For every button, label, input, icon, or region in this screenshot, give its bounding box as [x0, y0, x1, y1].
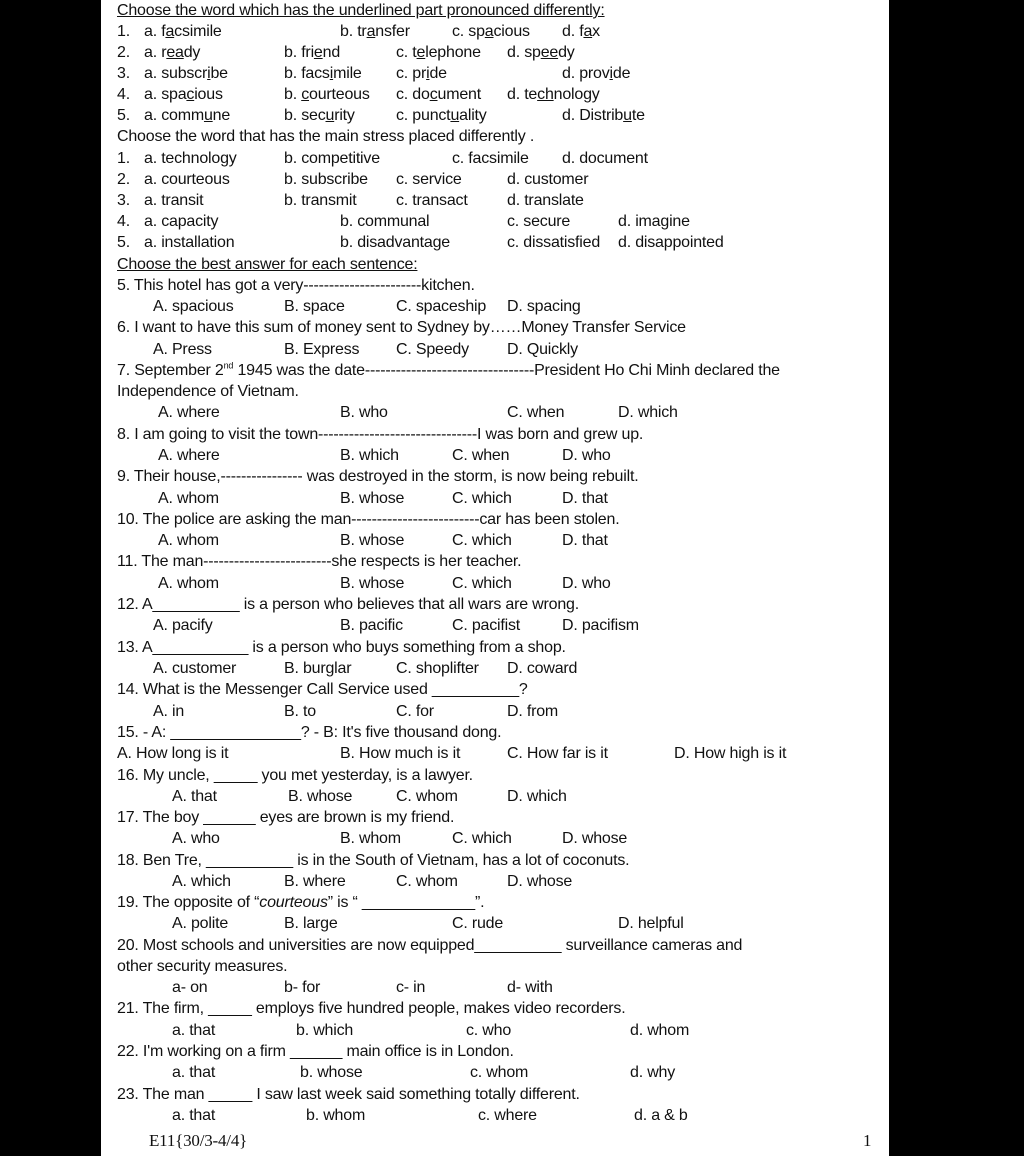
option-d: d. customer [507, 171, 589, 188]
option-b: B. where [284, 873, 346, 890]
option-c: c. spacious [452, 23, 530, 40]
question-19-stem: 19. The opposite of “courteous” is “ _____________”. [117, 894, 485, 911]
option-b: b. transfer [340, 23, 410, 40]
section-heading-best-answer: Choose the best answer for each sentence: [117, 256, 418, 273]
option-d: d. translate [507, 192, 584, 209]
answer-blank[interactable]: _____ [213, 767, 258, 784]
option-b: B. large [284, 915, 338, 932]
question-13-stem: 13. A___________ is a person who buys something from a shop. [117, 639, 566, 656]
answer-blank[interactable]: _____ [208, 1000, 252, 1017]
answer-blank[interactable]: _____ [208, 1086, 253, 1103]
question-21-stem: 21. The firm, _____ employs five hundred people, makes video recorders. [117, 1000, 626, 1017]
option-a: a. transit [144, 192, 204, 209]
question-15-stem: 15. - A: _______________? - B: It's five thousand dong. [117, 724, 502, 741]
option-a: A. spacious [153, 298, 234, 315]
answer-blank[interactable]: ___________ [152, 639, 249, 656]
question-23-stem: 23. The man _____ I saw last week said something totally different. [117, 1086, 580, 1103]
option-d: D. coward [507, 660, 578, 677]
answer-blank[interactable]: __________ [152, 596, 240, 613]
option-d: D. that [562, 490, 608, 507]
option-a: a. courteous [144, 171, 230, 188]
option-a: a. capacity [144, 213, 219, 230]
answer-blank[interactable]: __________ [474, 937, 562, 954]
option-b: b. whom [306, 1107, 366, 1124]
option-b: B. Express [284, 341, 360, 358]
option-c: C. spaceship [396, 298, 487, 315]
option-a: a. installation [144, 234, 235, 251]
question-8-stem: 8. I am going to visit the town-------------------------------I was born and grew up. [117, 426, 644, 443]
option-d: D. who [562, 447, 611, 464]
option-a: a- on [172, 979, 208, 996]
option-c: C. which [452, 532, 512, 549]
option-b: b. facsimile [284, 65, 362, 82]
option-b: B. whose [340, 532, 405, 549]
option-b: B. to [284, 703, 316, 720]
question-22-stem: 22. I'm working on a firm ______ main office is in London. [117, 1043, 514, 1060]
option-a: A. pacify [153, 617, 213, 634]
option-d: d. whom [630, 1022, 690, 1039]
answer-blank[interactable]: __________ [206, 852, 294, 869]
option-b: b. friend [284, 44, 341, 61]
option-a: A. whom [158, 532, 219, 549]
option-a: a. that [172, 1064, 216, 1081]
option-c: C. shoplifter [396, 660, 479, 677]
option-a: a. commune [144, 107, 231, 124]
answer-blank[interactable]: ______ [290, 1043, 343, 1060]
worksheet-page [101, 0, 889, 1156]
option-d: D. which [618, 404, 678, 421]
option-d: D. from [507, 703, 559, 720]
option-a: a. facsimile [144, 23, 222, 40]
option-d: d- with [507, 979, 553, 996]
question-20-stem-cont: other security measures. [117, 958, 288, 975]
option-c: C. which [452, 490, 512, 507]
option-c: c. where [478, 1107, 537, 1124]
option-d: d. fax [562, 23, 600, 40]
answer-blank[interactable]: _____________ [361, 894, 475, 911]
option-c: c- in [396, 979, 426, 996]
option-b: B. whose [340, 575, 405, 592]
option-c: c. service [396, 171, 462, 188]
question-17-stem: 17. The boy ______ eyes are brown is my friend. [117, 809, 455, 826]
option-d: D. How high is it [674, 745, 787, 762]
item-number: 4. [117, 86, 130, 103]
option-d: D. pacifism [562, 617, 639, 634]
question-11-stem: 11. The man-------------------------she respects is her teacher. [117, 553, 522, 570]
option-d: D. whose [562, 830, 628, 847]
option-d: D. Quickly [507, 341, 578, 358]
question-14-stem: 14. What is the Messenger Call Service used __________? [117, 681, 528, 698]
question-12-stem: 12. A__________ is a person who believes that all wars are wrong. [117, 596, 579, 613]
option-b: B. How much is it [340, 745, 461, 762]
option-d: D. which [507, 788, 567, 805]
option-c: c. transact [396, 192, 468, 209]
item-number: 4. [117, 213, 130, 230]
item-number: 1. [117, 150, 130, 167]
option-c: c. facsimile [452, 150, 529, 167]
option-a: A. Press [153, 341, 212, 358]
option-c: c. secure [507, 213, 571, 230]
option-b: b. subscribe [284, 171, 368, 188]
question-6-stem: 6. I want to have this sum of money sent to Sydney by……Money Transfer Service [117, 319, 686, 336]
option-b: b. courteous [284, 86, 370, 103]
option-b: b- for [284, 979, 321, 996]
question-16-stem: 16. My uncle, _____ you met yesterday, is a lawyer. [117, 767, 473, 784]
option-c: C. whom [396, 873, 458, 890]
option-b: b. transmit [284, 192, 357, 209]
item-number: 2. [117, 44, 130, 61]
question-9-stem: 9. Their house,---------------- was destroyed in the storm, is now being rebuilt. [117, 468, 639, 485]
option-d: d. a & b [634, 1107, 688, 1124]
answer-blank[interactable]: __________ [431, 681, 519, 698]
question-18-stem: 18. Ben Tre, __________ is in the South of Vietnam, has a lot of coconuts. [117, 852, 630, 869]
question-5-stem: 5. This hotel has got a very-----------------------kitchen. [117, 277, 475, 294]
item-number: 2. [117, 171, 130, 188]
option-a: A. polite [172, 915, 229, 932]
item-number: 5. [117, 107, 130, 124]
option-d: d. provide [562, 65, 631, 82]
option-b: B. whom [340, 830, 401, 847]
option-a: a. that [172, 1022, 216, 1039]
option-a: A. which [172, 873, 231, 890]
option-c: C. when [507, 404, 565, 421]
option-d: d. disappointed [618, 234, 724, 251]
option-a: a. spacious [144, 86, 223, 103]
question-10-stem: 10. The police are asking the man-------------------------car has been stolen. [117, 511, 620, 528]
option-c: C. whom [396, 788, 458, 805]
option-c: c. pride [396, 65, 447, 82]
option-d: D. that [562, 532, 608, 549]
option-d: d. technology [507, 86, 600, 103]
page-number: 1 [863, 1131, 872, 1150]
option-a: A. customer [153, 660, 237, 677]
option-b: b. which [296, 1022, 354, 1039]
option-b: b. communal [340, 213, 430, 230]
option-c: c. whom [470, 1064, 529, 1081]
option-a: A. in [153, 703, 185, 720]
option-d: d. document [562, 150, 648, 167]
option-d: d. why [630, 1064, 676, 1081]
option-b: b. competitive [284, 150, 380, 167]
option-d: d. Distribute [562, 107, 645, 124]
section-heading-pronunciation: Choose the word which has the underlined part pronounced differently: [117, 2, 605, 19]
item-number: 3. [117, 65, 130, 82]
option-c: C. when [452, 447, 510, 464]
option-c: C. rude [452, 915, 504, 932]
option-a: a. subscribe [144, 65, 228, 82]
option-c: C. How far is it [507, 745, 608, 762]
option-c: C. pacifist [452, 617, 521, 634]
answer-blank[interactable]: ______ [203, 809, 256, 826]
item-number: 5. [117, 234, 130, 251]
option-c: c. punctuality [396, 107, 487, 124]
option-a: A. that [172, 788, 217, 805]
option-a: A. How long is it [117, 745, 229, 762]
option-b: B. whose [340, 490, 405, 507]
option-c: c. telephone [396, 44, 481, 61]
option-c: C. Speedy [396, 341, 469, 358]
answer-blank[interactable]: _______________ [170, 724, 301, 741]
footer-code: E11{30/3-4/4} [149, 1131, 248, 1150]
option-c: c. dissatisfied [507, 234, 601, 251]
option-d: D. who [562, 575, 611, 592]
option-b: B. whose [288, 788, 353, 805]
option-b: B. who [340, 404, 388, 421]
option-a: A. who [172, 830, 220, 847]
option-b: b. whose [300, 1064, 363, 1081]
option-a: A. whom [158, 490, 219, 507]
option-a: a. ready [144, 44, 201, 61]
option-a: a. technology [144, 150, 237, 167]
option-b: b. security [284, 107, 355, 124]
question-7-stem-cont: Independence of Vietnam. [117, 383, 299, 400]
option-c: C. which [452, 575, 512, 592]
item-number: 1. [117, 23, 130, 40]
option-b: b. disadvantage [340, 234, 450, 251]
option-a: A. where [158, 447, 220, 464]
question-20-stem: 20. Most schools and universities are now equipped__________ surveillance cameras and [117, 937, 743, 954]
item-number: 3. [117, 192, 130, 209]
option-d: d. imagine [618, 213, 690, 230]
option-c: c. who [466, 1022, 512, 1039]
option-b: B. pacific [340, 617, 403, 634]
option-d: D. whose [507, 873, 573, 890]
option-b: B. which [340, 447, 399, 464]
option-d: D. spacing [507, 298, 581, 315]
option-b: B. burglar [284, 660, 352, 677]
option-d: d. speedy [507, 44, 575, 61]
section-heading-stress: Choose the word that has the main stress placed differently . [117, 128, 535, 145]
option-a: A. where [158, 404, 220, 421]
option-c: C. which [452, 830, 512, 847]
question-7-stem: 7. September 2nd 1945 was the date---------------------------------President Ho Chi Minh declared the [117, 360, 780, 379]
option-a: a. that [172, 1107, 216, 1124]
option-b: B. space [284, 298, 345, 315]
option-c: c. document [396, 86, 481, 103]
option-a: A. whom [158, 575, 219, 592]
option-c: C. for [396, 703, 434, 720]
option-d: D. helpful [618, 915, 684, 932]
